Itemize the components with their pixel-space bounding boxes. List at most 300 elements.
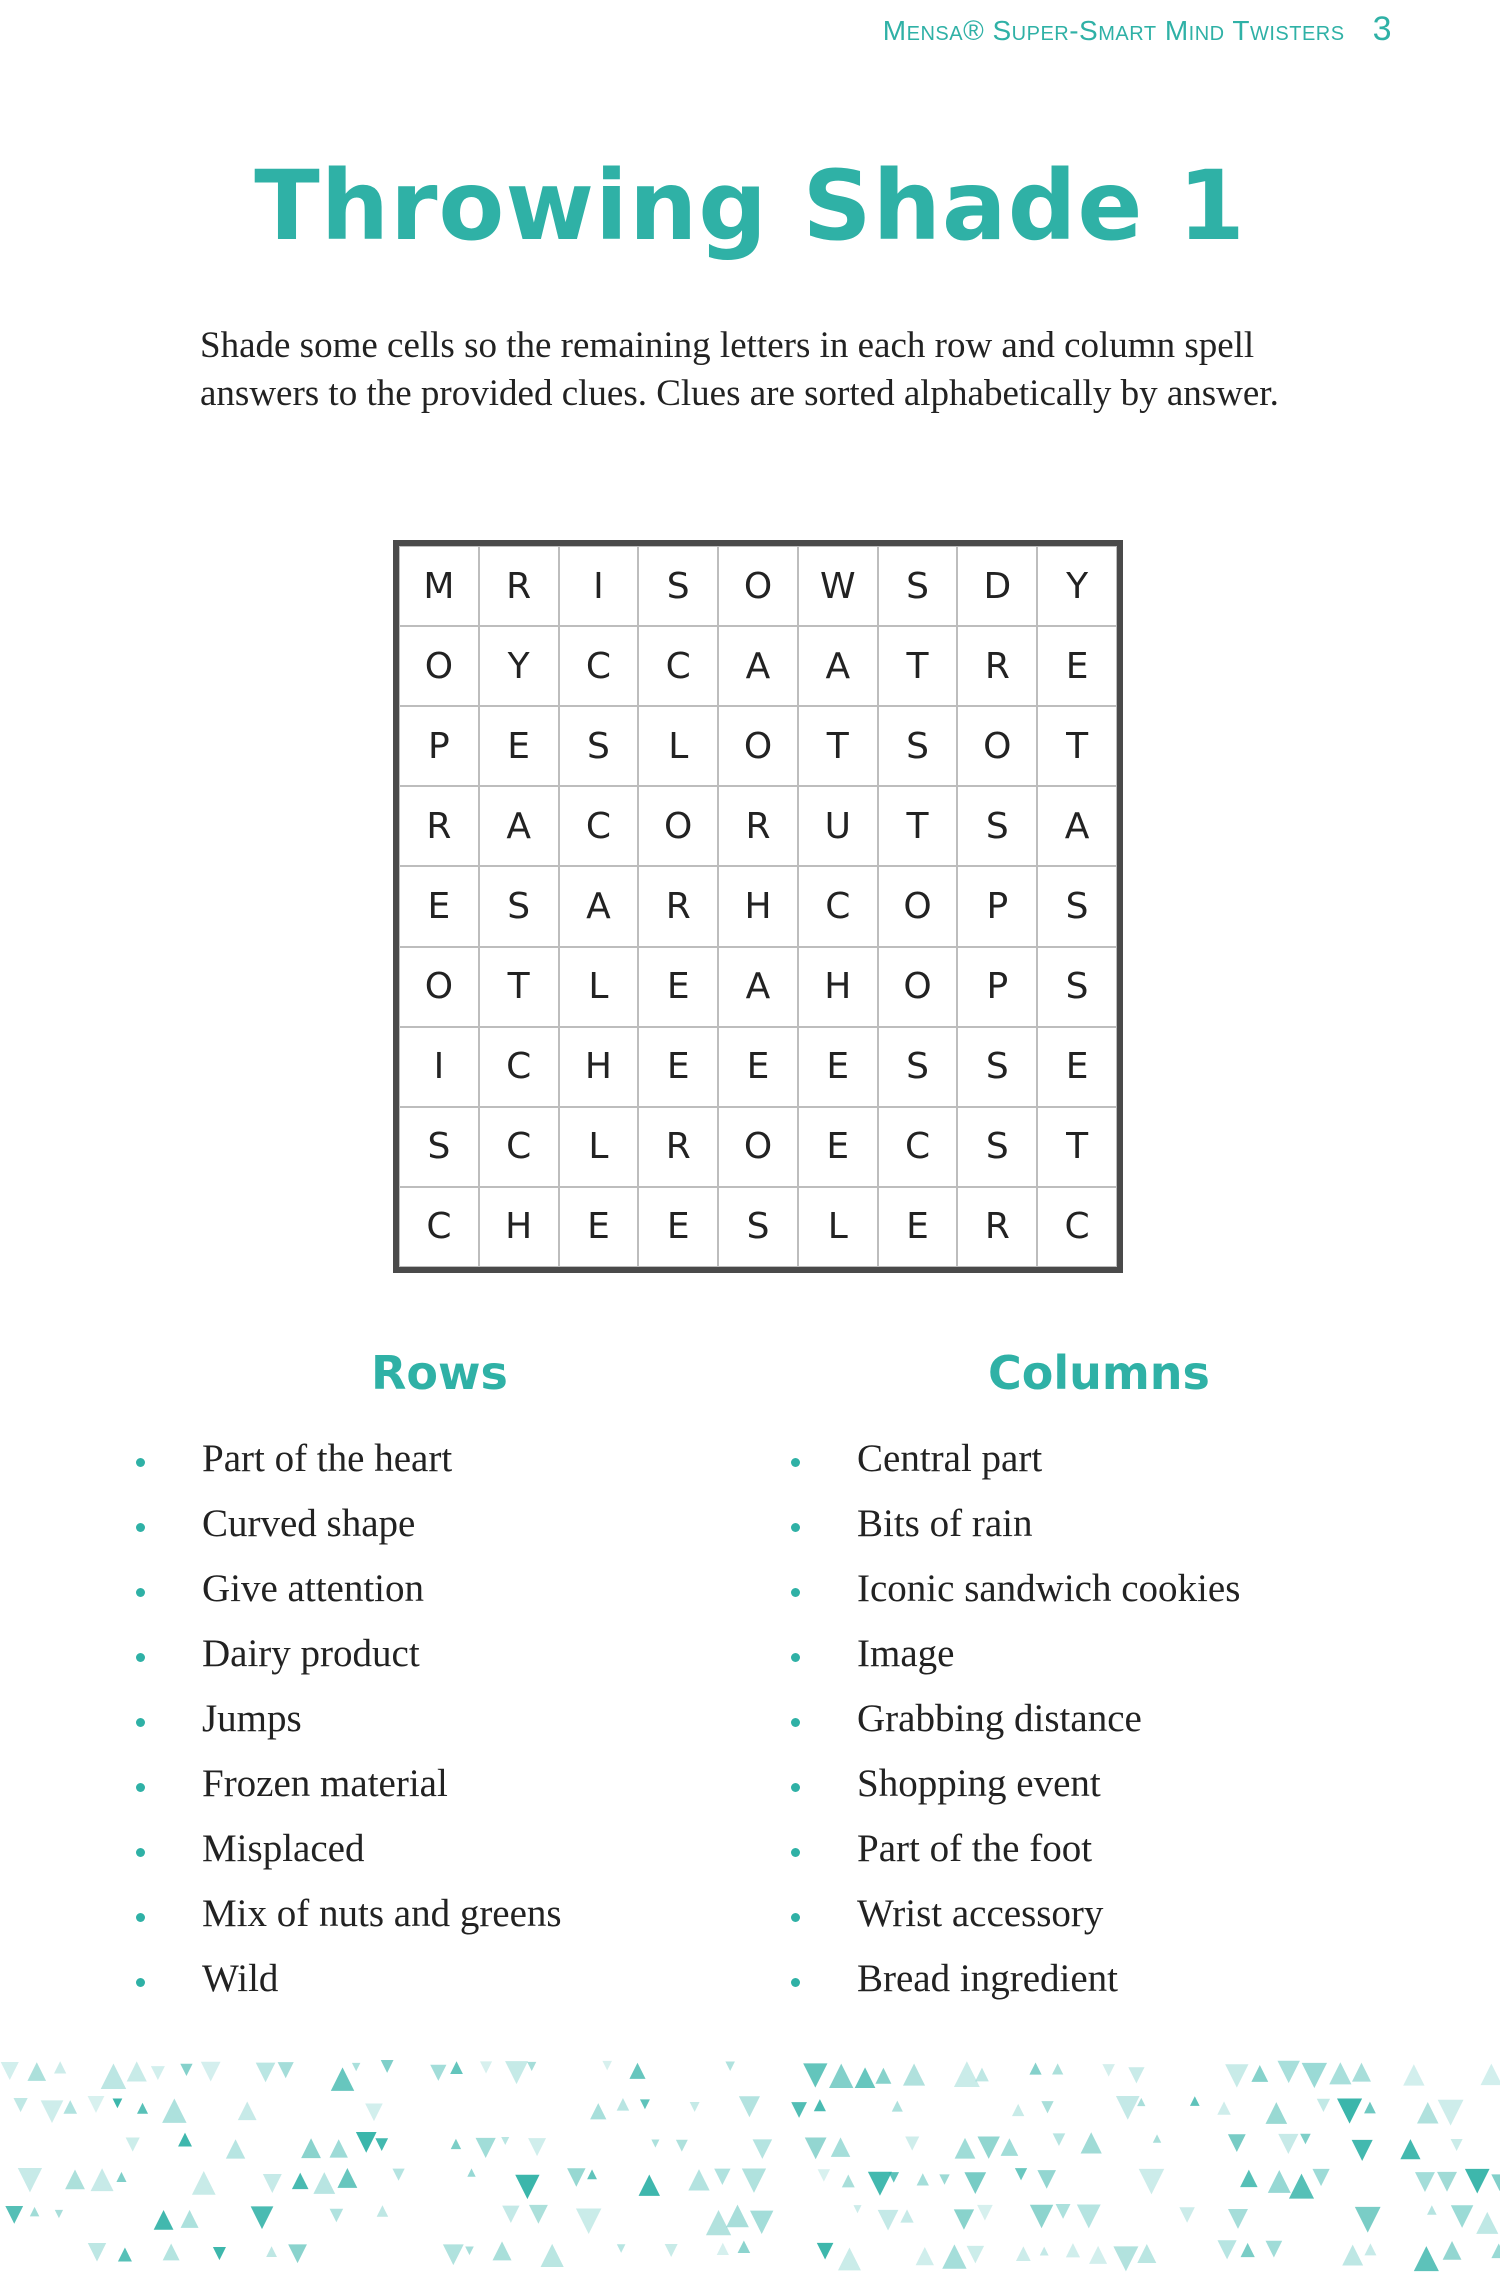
triangle-shape (1491, 2243, 1500, 2258)
triangle-shape (181, 2210, 199, 2228)
grid-cell[interactable]: M (399, 546, 479, 626)
bullet-icon (136, 1588, 145, 1597)
triangle-shape (529, 2205, 548, 2224)
grid-cell[interactable]: U (798, 786, 878, 866)
columns-clue (857, 1566, 1240, 1631)
triangle-shape (1302, 2063, 1327, 2088)
triangle-shape (301, 2138, 321, 2158)
triangle-shape (515, 2175, 539, 2199)
clue-text: Central part (857, 1437, 1043, 1480)
triangle-shape (978, 2137, 1000, 2159)
triangle-shape (541, 2244, 564, 2267)
triangle-shape (1153, 2134, 1161, 2142)
triangle-shape (706, 2210, 731, 2235)
triangle-shape (1053, 2133, 1066, 2146)
rows-clue (202, 1566, 562, 1631)
triangle-shape (829, 2064, 853, 2088)
grid-cell[interactable]: D (957, 546, 1037, 626)
grid-cell[interactable]: E (638, 1027, 718, 1107)
grid-cell[interactable]: R (479, 546, 559, 626)
triangle-shape (1268, 2170, 1291, 2193)
clue-text: Curved shape (202, 1502, 416, 1545)
triangle-shape (814, 2099, 826, 2111)
rows-clue (202, 1696, 562, 1761)
triangle-shape (587, 2169, 597, 2179)
rows-clue (202, 1436, 562, 1501)
triangle-shape (1041, 2101, 1053, 2113)
triangle-shape (1337, 2099, 1362, 2124)
grid-cell[interactable]: C (479, 1027, 559, 1107)
triangle-shape (853, 2205, 861, 2213)
triangle-shape (1355, 2207, 1381, 2233)
triangle-shape (1491, 2174, 1500, 2191)
grid-cell[interactable]: E (638, 947, 718, 1027)
triangle-shape (617, 2098, 630, 2111)
grid-cell[interactable]: L (559, 947, 639, 1027)
rows-clue-list (202, 1436, 562, 2021)
grid-cell[interactable]: R (957, 1187, 1037, 1267)
clue-text: Part of the heart (202, 1437, 453, 1480)
triangle-shape (1001, 2138, 1019, 2156)
triangle-shape (805, 2138, 827, 2160)
triangle-shape (30, 2207, 40, 2217)
triangle-shape (251, 2206, 274, 2229)
columns-clue (857, 1436, 1240, 1501)
triangle-shape (888, 2172, 899, 2183)
triangle-shape (1077, 2205, 1101, 2229)
bullet-icon (136, 1848, 145, 1857)
grid-cell[interactable]: C (479, 1107, 559, 1187)
triangle-shape (903, 2064, 925, 2086)
triangle-shape (1179, 2207, 1194, 2222)
clue-text: Dairy product (202, 1632, 420, 1675)
triangle-shape (1015, 2168, 1027, 2180)
clue-text: Give attention (202, 1567, 425, 1610)
triangle-shape (1, 2062, 19, 2080)
triangle-shape (263, 2174, 282, 2193)
grid-cell[interactable]: E (718, 1027, 798, 1107)
grid-cell[interactable]: Y (479, 626, 559, 706)
grid-cell[interactable]: P (957, 866, 1037, 946)
grid-cell[interactable]: S (399, 1107, 479, 1187)
triangle-shape (1137, 2244, 1156, 2263)
triangle-shape (1040, 2247, 1049, 2256)
triangle-shape (1052, 2063, 1063, 2074)
triangle-shape (1228, 2134, 1246, 2152)
triangle-shape (330, 2209, 344, 2223)
running-header (883, 10, 1392, 49)
triangle-shape (1241, 2243, 1255, 2257)
triangle-shape (292, 2173, 309, 2190)
grid-cell[interactable]: O (878, 947, 958, 1027)
clue-text: Misplaced (202, 1827, 365, 1870)
triangle-shape (831, 2137, 850, 2156)
triangle-shape (480, 2061, 492, 2073)
grid-cell[interactable]: A (1037, 786, 1117, 866)
clue-text: Part of the foot (857, 1827, 1093, 1870)
grid-cell[interactable]: C (399, 1187, 479, 1267)
clue-text: Bits of rain (857, 1502, 1033, 1545)
rows-clue (202, 1501, 562, 1566)
grid-cell[interactable]: R (638, 866, 718, 946)
grid-cell[interactable]: T (878, 626, 958, 706)
triangle-shape (126, 2137, 140, 2151)
grid-cell[interactable]: H (718, 866, 798, 946)
triangle-shape (1030, 2205, 1053, 2228)
grid-cell[interactable]: E (638, 1187, 718, 1267)
triangle-shape (688, 2169, 709, 2190)
columns-heading: Columns (988, 1346, 1210, 1400)
clue-text: Image (857, 1632, 955, 1675)
grid-cell[interactable]: C (559, 786, 639, 866)
page-number: 3 (1372, 10, 1392, 48)
triangle-shape (330, 2139, 348, 2157)
triangle-shape (238, 2101, 257, 2120)
grid-cell[interactable]: T (1037, 706, 1117, 786)
triangle-shape (337, 2168, 357, 2188)
triangle-shape (1056, 2204, 1071, 2219)
grid-cell[interactable]: E (1037, 626, 1117, 706)
bullet-icon (136, 1783, 145, 1792)
triangle-shape (5, 2206, 23, 2224)
triangle-shape (1476, 2212, 1498, 2234)
clue-text: Bread ingredient (857, 1957, 1118, 2000)
puzzle-instructions: Shade some cells so the remaining letters in each row and column spell answers to the provided clues. Clues are sorted alphabetically by answer. (200, 325, 1279, 414)
bullet-icon (136, 1913, 145, 1922)
grid-cell[interactable]: O (399, 626, 479, 706)
grid-cell[interactable]: O (718, 546, 798, 626)
columns-clue (857, 1826, 1240, 1891)
triangle-shape (278, 2062, 294, 2078)
triangle-shape (127, 2061, 147, 2081)
grid-cell[interactable]: I (559, 546, 639, 626)
grid-cell[interactable]: C (1037, 1187, 1117, 1267)
triangle-shape (137, 2103, 148, 2114)
grid-cell[interactable]: T (878, 786, 958, 866)
triangle-shape (1240, 2170, 1257, 2187)
triangle-shape (1113, 2246, 1138, 2271)
grid-cell[interactable]: A (559, 866, 639, 946)
triangle-shape (1352, 2063, 1371, 2082)
grid-cell[interactable]: S (1037, 866, 1117, 946)
triangle-shape (476, 2138, 496, 2158)
columns-clue (857, 1631, 1240, 1696)
triangle-shape (381, 2060, 394, 2073)
grid-cell[interactable]: H (479, 1187, 559, 1267)
triangle-shape (1266, 2241, 1283, 2258)
bullet-icon (791, 1588, 800, 1597)
triangle-shape (714, 2169, 730, 2185)
grid-cell[interactable]: S (957, 1027, 1037, 1107)
triangle-shape (753, 2139, 773, 2159)
triangle-shape (855, 2067, 876, 2088)
triangle-shape (356, 2132, 377, 2153)
triangle-shape (331, 2067, 354, 2090)
triangle-shape (63, 2100, 77, 2114)
triangle-shape (1251, 2065, 1268, 2082)
columns-clue (857, 1956, 1240, 2021)
grid-cell[interactable]: E (479, 706, 559, 786)
grid-cell[interactable]: S (718, 1187, 798, 1267)
bullet-icon (791, 1848, 800, 1857)
grid-cell[interactable]: T (479, 947, 559, 1027)
triangle-shape (1116, 2096, 1140, 2120)
triangle-shape (313, 2172, 335, 2194)
triangle-shape (977, 2205, 993, 2221)
triangle-shape (1139, 2169, 1165, 2195)
grid-cell[interactable]: E (1037, 1027, 1117, 1107)
grid-cell[interactable]: R (718, 786, 798, 866)
triangle-shape (726, 2205, 749, 2228)
triangle-shape (493, 2241, 512, 2260)
triangle-shape (817, 2243, 834, 2260)
grid-cell[interactable]: T (1037, 1107, 1117, 1187)
puzzle-title: Throwing Shade 1 (254, 150, 1246, 262)
grid-cell[interactable]: A (479, 786, 559, 866)
triangle-shape (905, 2137, 919, 2151)
triangle-shape (527, 2062, 536, 2071)
triangle-shape (118, 2247, 132, 2261)
grid-cell[interactable]: O (638, 786, 718, 866)
grid-cell[interactable]: S (878, 546, 958, 626)
bullet-icon (791, 1653, 800, 1662)
triangle-shape (467, 2168, 475, 2176)
grid-cell[interactable]: I (399, 1027, 479, 1107)
triangle-shape (1400, 2139, 1420, 2159)
columns-clue (857, 1501, 1240, 1566)
triangle-shape (1190, 2096, 1200, 2106)
triangle-shape (818, 2169, 830, 2181)
decorative-triangle-pattern (0, 2040, 1500, 2272)
triangle-shape (690, 2102, 700, 2112)
bullet-icon (791, 1458, 800, 1467)
grid-cell[interactable]: S (878, 706, 958, 786)
triangle-shape (1437, 2172, 1457, 2192)
grid-cell[interactable]: P (399, 706, 479, 786)
grid-cell[interactable]: O (399, 947, 479, 1027)
grid-cell[interactable]: L (798, 1187, 878, 1267)
triangle-shape (1012, 2104, 1024, 2116)
grid-cell[interactable]: O (957, 706, 1037, 786)
grid-cell[interactable]: S (957, 786, 1037, 866)
triangle-shape (1342, 2245, 1363, 2266)
triangle-shape (590, 2103, 606, 2119)
triangle-shape (1451, 2205, 1474, 2228)
grid-cell[interactable]: T (798, 706, 878, 786)
triangle-shape (739, 2096, 760, 2117)
bullet-icon (791, 1783, 800, 1792)
grid-cell[interactable]: E (399, 866, 479, 946)
triangle-shape (501, 2137, 509, 2145)
triangle-shape (1312, 2169, 1329, 2186)
clue-text: Wild (202, 1957, 279, 2000)
grid-cell[interactable]: O (718, 706, 798, 786)
grid-cell[interactable]: H (798, 947, 878, 1027)
triangle-shape (1277, 2061, 1299, 2083)
grid-cell[interactable]: C (878, 1107, 958, 1187)
triangle-shape (451, 2139, 461, 2149)
triangle-shape (192, 2171, 216, 2195)
triangle-shape (465, 2246, 474, 2255)
clue-text: Mix of nuts and greens (202, 1892, 562, 1935)
grid-cell[interactable]: S (559, 706, 639, 786)
bullet-icon (791, 1523, 800, 1532)
clue-text: Shopping event (857, 1762, 1101, 1805)
clue-text: Frozen material (202, 1762, 448, 1805)
triangle-shape (1278, 2134, 1298, 2154)
triangle-shape (1352, 2140, 1373, 2161)
triangle-shape (91, 2168, 114, 2191)
grid-cell[interactable]: E (878, 1187, 958, 1267)
bullet-icon (791, 1978, 800, 1987)
triangle-shape (576, 2209, 601, 2234)
grid-cell[interactable]: R (957, 626, 1037, 706)
triangle-shape (942, 2244, 966, 2268)
triangle-shape (639, 2174, 660, 2195)
grid-cell[interactable]: C (798, 866, 878, 946)
grid-cell[interactable]: A (718, 947, 798, 1027)
grid-cell[interactable]: O (878, 866, 958, 946)
triangle-shape (916, 2247, 934, 2265)
grid-cell[interactable]: A (718, 626, 798, 706)
grid-cell[interactable]: E (798, 1107, 878, 1187)
triangle-shape (1443, 2241, 1462, 2260)
triangle-shape (975, 2068, 989, 2082)
triangle-shape (288, 2244, 307, 2263)
clue-text: Wrist accessory (857, 1892, 1104, 1935)
triangle-shape (180, 2064, 192, 2076)
triangle-shape (1037, 2170, 1056, 2189)
triangle-shape (875, 2068, 891, 2084)
triangle-shape (750, 2211, 773, 2234)
triangle-shape (892, 2101, 903, 2112)
bullet-icon (136, 1978, 145, 1987)
triangle-shape (54, 2061, 66, 2073)
triangle-shape (505, 2061, 528, 2084)
triangle-shape (1403, 2064, 1424, 2085)
triangle-shape (1089, 2246, 1107, 2264)
triangle-shape (1128, 2067, 1144, 2083)
rows-heading: Rows (371, 1346, 508, 1400)
triangle-shape (1225, 2064, 1248, 2087)
grid-cell[interactable]: E (559, 1187, 639, 1267)
triangle-shape (1218, 2240, 1237, 2259)
triangle-shape (602, 2061, 612, 2071)
grid-cell[interactable]: L (559, 1107, 639, 1187)
triangle-shape (967, 2246, 984, 2263)
triangle-shape (1427, 2205, 1437, 2215)
triangle-shape (377, 2205, 388, 2216)
triangle-shape (65, 2169, 85, 2189)
triangle-shape (1364, 2102, 1376, 2114)
triangle-shape (502, 2206, 519, 2223)
clue-text: Grabbing distance (857, 1697, 1142, 1740)
triangle-shape (1481, 2064, 1500, 2086)
grid-cell[interactable]: R (399, 786, 479, 866)
triangle-shape (226, 2139, 245, 2158)
triangle-shape (352, 2063, 360, 2071)
triangle-shape (725, 2061, 734, 2070)
triangle-shape (1415, 2172, 1435, 2192)
columns-clue (857, 1891, 1240, 1956)
triangle-shape (1451, 2139, 1463, 2151)
bullet-icon (136, 1653, 145, 1662)
triangle-shape (1081, 2132, 1102, 2153)
rows-clue (202, 1891, 562, 1956)
bullet-icon (136, 1718, 145, 1727)
triangle-shape (738, 2240, 751, 2253)
triangle-shape (665, 2244, 678, 2257)
triangle-shape (939, 2174, 949, 2184)
triangle-shape (1228, 2209, 1248, 2229)
triangle-shape (256, 2063, 276, 2083)
grid-cell[interactable]: O (718, 1107, 798, 1187)
triangle-shape (1438, 2100, 1464, 2126)
triangle-shape (838, 2247, 861, 2270)
bullet-icon (136, 1523, 145, 1532)
grid-cell[interactable]: S (1037, 947, 1117, 1027)
triangle-shape (651, 2140, 659, 2148)
columns-clue (857, 1761, 1240, 1826)
triangle-shape (1364, 2243, 1376, 2255)
grid-cell[interactable]: P (957, 947, 1037, 1027)
triangle-shape (1066, 2243, 1080, 2257)
triangle-shape (101, 2064, 126, 2089)
grid-cell[interactable]: H (559, 1027, 639, 1107)
triangle-shape (878, 2210, 899, 2231)
rows-clue (202, 1956, 562, 2021)
triangle-shape (629, 2063, 645, 2079)
grid-cell[interactable]: C (559, 626, 639, 706)
grid-cell[interactable]: Y (1037, 546, 1117, 626)
grid-cell[interactable]: A (798, 626, 878, 706)
triangle-shape (917, 2173, 929, 2185)
triangle-shape (1465, 2169, 1490, 2194)
grid-cell[interactable]: E (798, 1027, 878, 1107)
triangle-shape (116, 2172, 126, 2182)
triangle-shape (1265, 2102, 1287, 2124)
triangle-shape (113, 2098, 123, 2108)
triangle-shape (803, 2063, 827, 2087)
triangle-shape (1102, 2064, 1115, 2077)
triangle-shape (443, 2244, 464, 2265)
triangle-shape (151, 2066, 165, 2080)
triangle-shape (213, 2247, 226, 2260)
rows-clue (202, 1631, 562, 1696)
grid-cell[interactable]: C (638, 626, 718, 706)
triangle-shape (567, 2168, 585, 2186)
triangle-shape (1317, 2099, 1330, 2112)
triangle-shape (868, 2172, 892, 2196)
bullet-icon (136, 1458, 145, 1467)
grid-cell[interactable]: R (638, 1107, 718, 1187)
triangle-shape (392, 2169, 404, 2181)
grid-cell[interactable]: W (798, 546, 878, 626)
grid-cell[interactable]: S (957, 1107, 1037, 1187)
triangle-shape (640, 2099, 650, 2109)
series-title: Mensa® Super-Smart Mind Twisters (882, 15, 1345, 46)
grid-cell[interactable]: L (638, 706, 718, 786)
grid-cell[interactable]: S (479, 866, 559, 946)
grid-cell[interactable]: S (638, 546, 718, 626)
triangle-shape (742, 2169, 766, 2193)
columns-clue-list (857, 1436, 1240, 2021)
clue-text: Jumps (202, 1697, 302, 1740)
grid-cell[interactable]: S (878, 1027, 958, 1107)
triangle-shape (954, 2061, 980, 2087)
triangle-shape (163, 2244, 180, 2261)
triangle-shape (617, 2244, 626, 2253)
